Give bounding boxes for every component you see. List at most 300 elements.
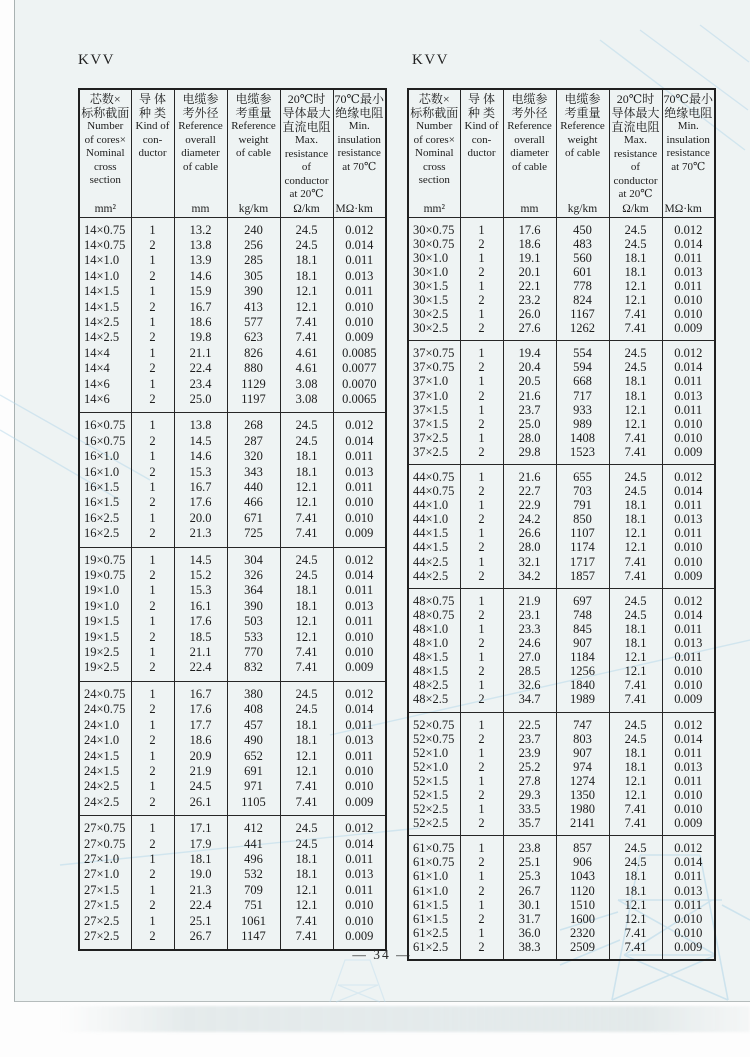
table-cell: 12.1 (280, 614, 333, 629)
table-cell: 1 (131, 377, 174, 392)
table-cell: 1 (460, 217, 503, 237)
table-cell: 26.1 (174, 795, 227, 816)
table-cell: 19×2.5 (84, 660, 120, 675)
table-cell: 0.013 (662, 760, 715, 774)
table-cell: 24.5 (280, 702, 333, 717)
table-row (79, 217, 386, 238)
table-cell: 703 (556, 484, 609, 498)
header-cell-col3 (556, 89, 609, 217)
table-cell: 1 (131, 480, 174, 495)
table-cell: 23.4 (174, 377, 227, 392)
table-cell: 0.014 (662, 484, 715, 498)
table-cell: 27×0.75 (84, 821, 126, 836)
header-line-en: Nominal (86, 147, 125, 159)
table-cell: 16×2.5 (84, 510, 120, 525)
table-cell: 0.010 (662, 417, 715, 431)
table-row (79, 883, 386, 898)
header-line-en: Reference (560, 120, 605, 132)
table-row (79, 300, 386, 315)
table-cell: 0.011 (662, 403, 715, 417)
header-line-en: of cable (511, 160, 548, 173)
table-cell: 671 (227, 511, 280, 526)
spec-group (79, 547, 386, 681)
table-cell: 0.012 (333, 547, 386, 568)
table-cell: 0.012 (662, 836, 715, 856)
table-cell: 0.010 (333, 300, 386, 315)
table-cell: 19×1.0 (84, 598, 120, 613)
table-cell: 14.5 (174, 547, 227, 568)
table-cell: 3.08 (280, 392, 333, 413)
table-cell: 27×1.5 (84, 898, 120, 913)
table-cell: 44×2.5 (413, 554, 449, 569)
header-line-zh: 电缆参 (511, 92, 548, 106)
table-cell: 12.1 (609, 293, 662, 307)
table-cell: 26.7 (503, 884, 556, 898)
table-cell: 12.1 (609, 650, 662, 664)
table-cell: 0.010 (662, 664, 715, 678)
table-row (79, 392, 386, 413)
header-line-zh: 种 类 (138, 106, 166, 120)
table-row (408, 293, 715, 307)
table-cell: 532 (227, 867, 280, 882)
header-line-zh: 电缆参 (235, 92, 272, 106)
table-cell: 0.0070 (333, 377, 386, 392)
table-row (79, 253, 386, 268)
table-cell: 15.2 (174, 568, 227, 583)
table-cell: 52×2.5 (413, 802, 449, 817)
table-cell: 24.5 (609, 836, 662, 856)
table-cell: 18.1 (609, 389, 662, 403)
table-cell: 2 (131, 702, 174, 717)
table-cell: 1 (131, 779, 174, 794)
table-cell: 14×6 (84, 391, 110, 406)
table-cell: 1 (460, 898, 503, 912)
header-line-en: Kind of (464, 120, 499, 132)
table-cell: 34.7 (503, 692, 556, 712)
table-cell: 18.1 (609, 884, 662, 898)
table-cell: 1 (131, 645, 174, 660)
table-cell: 12.1 (280, 495, 333, 510)
table-cell: 770 (227, 645, 280, 660)
table-cell: 0.014 (662, 360, 715, 374)
table-row (79, 718, 386, 733)
table-cell: 22.4 (174, 898, 227, 913)
table-cell: 668 (556, 374, 609, 388)
table-cell: 2 (460, 389, 503, 403)
table-cell: 2 (460, 360, 503, 374)
table-row (79, 837, 386, 852)
table-cell: 1350 (556, 788, 609, 802)
header-unit: mm (520, 202, 539, 215)
table-cell: 0.011 (662, 251, 715, 265)
table-cell: 304 (227, 547, 280, 568)
table-cell: 24.5 (609, 712, 662, 732)
table-row (408, 251, 715, 265)
header-line-zh: 导 体 (467, 92, 495, 106)
table-cell: 503 (227, 614, 280, 629)
table-row (408, 321, 715, 341)
table-cell: 7.41 (609, 569, 662, 589)
table-cell: 0.011 (333, 852, 386, 867)
table-cell: 2 (131, 733, 174, 748)
table-cell: 256 (227, 238, 280, 253)
table-cell: 2 (131, 495, 174, 510)
table-cell: 0.012 (333, 681, 386, 702)
header-line-en: ductor (467, 147, 496, 159)
table-cell: 14×1.0 (84, 253, 120, 268)
table-cell: 0.012 (333, 413, 386, 434)
table-cell: 20.0 (174, 511, 227, 526)
table-cell: 2 (460, 816, 503, 836)
table-row (408, 403, 715, 417)
table-cell: 61×1.5 (413, 897, 449, 912)
header-line-en: ductor (138, 147, 167, 159)
spec-group (408, 712, 715, 836)
table-cell: 14×1.5 (84, 299, 120, 314)
table-cell: 778 (556, 279, 609, 293)
table-row (408, 774, 715, 788)
table-cell: 268 (227, 413, 280, 434)
table-cell: 7.41 (609, 678, 662, 692)
table-cell: 0.013 (333, 269, 386, 284)
header-line-en: of (630, 161, 641, 173)
table-cell: 1600 (556, 912, 609, 926)
table-cell: 52×1.5 (413, 773, 449, 788)
table-row (79, 702, 386, 717)
table-cell: 2 (460, 912, 503, 926)
table-cell: 22.5 (503, 712, 556, 732)
table-cell: 30×1.0 (413, 250, 449, 265)
header-cell-col1 (460, 89, 503, 217)
table-cell: 691 (227, 764, 280, 779)
table-cell: 21.9 (503, 588, 556, 608)
table-row (79, 660, 386, 681)
header-line-zh: 考外径 (182, 106, 219, 120)
table-cell: 0.010 (662, 540, 715, 554)
table-cell: 305 (227, 269, 280, 284)
header-cell-col3 (227, 89, 280, 217)
table-cell: 61×0.75 (413, 841, 455, 856)
table-cell: 0.014 (333, 434, 386, 449)
table-cell: 4.61 (280, 361, 333, 376)
table-cell: 0.010 (662, 802, 715, 816)
table-cell: 971 (227, 779, 280, 794)
kvv-spec-table-right (407, 88, 716, 961)
spec-group (408, 836, 715, 960)
table-row (79, 914, 386, 929)
table-cell: 20.1 (503, 265, 556, 279)
table-row (79, 733, 386, 748)
table-cell: 1510 (556, 898, 609, 912)
table-cell: 287 (227, 434, 280, 449)
header-line-zh: 芯数× (418, 92, 450, 106)
table-row (408, 912, 715, 926)
table-cell: 19×1.0 (84, 583, 120, 598)
table-cell: 16×0.75 (84, 418, 126, 433)
table-cell: 0.013 (333, 465, 386, 480)
table-cell: 18.6 (174, 315, 227, 330)
table-cell: 36.0 (503, 926, 556, 940)
table-cell: 390 (227, 284, 280, 299)
table-cell: 747 (556, 712, 609, 732)
table-cell: 7.41 (609, 802, 662, 816)
table-cell: 0.012 (662, 712, 715, 732)
table-cell: 19×0.75 (84, 568, 126, 583)
table-cell: 24.5 (280, 413, 333, 434)
table-cell: 2 (460, 540, 503, 554)
table-row (408, 431, 715, 445)
table-row (79, 749, 386, 764)
table-cell: 14.6 (174, 449, 227, 464)
table-cell: 27×1.5 (84, 882, 120, 897)
table-cell: 18.1 (280, 733, 333, 748)
table-row (408, 307, 715, 321)
table-cell: 933 (556, 403, 609, 417)
table-cell: 48×1.5 (413, 650, 449, 665)
table-cell: 0.013 (662, 884, 715, 898)
table-row (408, 692, 715, 712)
header-line-zh: 导体最大 (611, 106, 660, 120)
table-cell: 16×2.5 (84, 526, 120, 541)
table-cell: 0.010 (662, 788, 715, 802)
table-row (408, 636, 715, 650)
table-cell: 652 (227, 749, 280, 764)
table-cell: 52×0.75 (413, 717, 455, 732)
table-cell: 0.013 (333, 733, 386, 748)
table-cell: 1 (460, 498, 503, 512)
table-cell: 2 (131, 630, 174, 645)
header-line-en: con- (142, 133, 163, 146)
header-line-zh: 标称截面 (410, 106, 459, 120)
table-cell: 441 (227, 837, 280, 852)
table-cell: 26.0 (503, 307, 556, 321)
table-cell: 18.1 (609, 622, 662, 636)
table-cell: 343 (227, 465, 280, 480)
table-row (408, 588, 715, 608)
table-cell: 18.1 (609, 251, 662, 265)
table-cell: 4.61 (280, 346, 333, 361)
table-row (408, 417, 715, 431)
table-cell: 2 (131, 867, 174, 882)
table-cell: 24.5 (609, 588, 662, 608)
table-cell: 0.009 (333, 526, 386, 547)
header-unit: kg/km (238, 202, 269, 215)
table-cell: 16×1.5 (84, 480, 120, 494)
table-row (408, 926, 715, 940)
table-cell: 0.0065 (333, 392, 386, 413)
table-row (408, 217, 715, 237)
table-cell: 1 (460, 526, 503, 540)
table-cell: 18.1 (280, 599, 333, 614)
table-cell: 1989 (556, 692, 609, 712)
table-row (79, 413, 386, 434)
table-cell: 24×1.0 (84, 733, 120, 748)
header-line-en: Number (87, 120, 124, 132)
table-row (79, 816, 386, 837)
table-row (408, 465, 715, 485)
table-cell: 0.010 (333, 914, 386, 929)
table-cell: 2 (460, 321, 503, 341)
table-row (408, 650, 715, 664)
table-cell: 1274 (556, 774, 609, 788)
table-cell: 12.1 (280, 480, 333, 495)
table-cell: 14×0.75 (84, 222, 126, 237)
table-cell: 1 (460, 431, 503, 445)
table-cell: 320 (227, 449, 280, 464)
table-cell: 0.012 (662, 217, 715, 237)
header-line-en: at 70℃ (342, 160, 377, 173)
table-row (408, 265, 715, 279)
header-line-en: insulation (337, 133, 381, 146)
header-line-en: Reference (231, 120, 276, 132)
header-line-en: resistance (613, 147, 658, 160)
table-cell: 2 (460, 636, 503, 650)
table-cell: 413 (227, 300, 280, 315)
table-cell: 27.0 (503, 650, 556, 664)
table-cell: 7.41 (280, 526, 333, 547)
table-cell: 52×1.5 (413, 787, 449, 802)
header-line-en: section (418, 174, 450, 186)
header-cell-col4 (609, 89, 662, 217)
table-cell: 17.6 (174, 702, 227, 717)
table-cell: 14×4 (84, 345, 110, 360)
table-cell: 0.013 (662, 636, 715, 650)
table-cell: 2 (460, 608, 503, 622)
table-cell: 0.010 (333, 315, 386, 330)
header-cell-col0 (408, 89, 460, 217)
table-cell: 17.6 (174, 614, 227, 629)
table-cell: 0.011 (662, 526, 715, 540)
table-cell: 450 (556, 217, 609, 237)
table-cell: 1 (131, 284, 174, 299)
header-line-zh: 考重量 (564, 106, 601, 120)
table-cell: 7.41 (280, 645, 333, 660)
table-row (79, 583, 386, 598)
table-cell: 18.1 (280, 465, 333, 480)
table-cell: 12.1 (609, 403, 662, 417)
table-cell: 14×2.5 (84, 330, 120, 345)
header-line-zh: 70℃最小 (663, 92, 713, 106)
table-cell: 0.011 (333, 480, 386, 495)
header-line-zh: 标称截面 (81, 106, 130, 120)
table-cell: 24.5 (280, 681, 333, 702)
table-cell: 61×2.5 (413, 939, 449, 954)
table-row (79, 495, 386, 510)
table-cell: 0.010 (662, 678, 715, 692)
table-row (79, 269, 386, 284)
table-cell: 48×0.75 (413, 607, 455, 622)
table-cell: 1197 (227, 392, 280, 413)
table-cell: 14.5 (174, 434, 227, 449)
table-cell: 7.41 (609, 926, 662, 940)
table-cell: 0.011 (662, 746, 715, 760)
table-cell: 24.5 (280, 217, 333, 238)
header-line-en: resistance (666, 147, 710, 159)
table-cell: 12.1 (609, 774, 662, 788)
table-cell: 2 (131, 837, 174, 852)
page-number: — 34 — (352, 947, 412, 962)
table-row (408, 445, 715, 465)
table-cell: 1 (131, 253, 174, 268)
table-cell: 832 (227, 660, 280, 681)
table-cell: 21.3 (174, 883, 227, 898)
table-cell: 18.1 (609, 498, 662, 512)
table-cell: 0.011 (333, 583, 386, 598)
table-cell: 1129 (227, 377, 280, 392)
table-cell: 0.011 (662, 650, 715, 664)
header-line-en: Reference (507, 120, 552, 132)
table-row (79, 511, 386, 526)
table-cell: 48×0.75 (413, 593, 455, 608)
table-cell: 24×0.75 (84, 686, 126, 701)
kvv-spec-table-left (78, 88, 387, 951)
table-header (408, 89, 715, 217)
table-cell: 14.6 (174, 269, 227, 284)
table-cell: 0.011 (333, 284, 386, 299)
table-cell: 7.41 (609, 445, 662, 465)
table-cell: 0.009 (662, 445, 715, 465)
table-cell: 0.011 (662, 898, 715, 912)
table-row (79, 795, 386, 816)
table-row (408, 802, 715, 816)
table-cell: 19×1.5 (84, 629, 120, 644)
table-cell: 2 (131, 660, 174, 681)
table-cell: 7.41 (280, 511, 333, 526)
table-cell: 1120 (556, 884, 609, 898)
table-cell: 1256 (556, 664, 609, 678)
table-row (408, 898, 715, 912)
table-cell: 2 (131, 361, 174, 376)
table-cell: 1 (460, 802, 503, 816)
table-cell: 824 (556, 293, 609, 307)
header-line-en: conductor (284, 174, 329, 187)
table-row (79, 614, 386, 629)
table-cell: 560 (556, 251, 609, 265)
header-line-zh: 考重量 (235, 106, 272, 120)
table-cell: 24.5 (609, 855, 662, 869)
table-cell: 0.011 (333, 749, 386, 764)
table-row (79, 238, 386, 253)
table-cell: 12.1 (609, 664, 662, 678)
table-cell: 0.014 (662, 732, 715, 746)
table-cell: 14×0.75 (84, 237, 126, 252)
header-unit: MΩ·km (335, 202, 373, 215)
table-row (79, 547, 386, 568)
table-cell: 457 (227, 718, 280, 733)
table-cell: 15.9 (174, 284, 227, 299)
table-cell: 16.1 (174, 599, 227, 614)
table-cell: 0.009 (662, 569, 715, 589)
table-cell: 2 (460, 760, 503, 774)
header-line-en: of cable (182, 160, 219, 173)
table-cell: 15.3 (174, 465, 227, 480)
table-cell: 1 (131, 681, 174, 702)
table-cell: 12.1 (280, 898, 333, 913)
table-cell: 0.010 (662, 912, 715, 926)
table-cell: 25.1 (503, 855, 556, 869)
header-unit: Ω/km (622, 202, 649, 215)
table-cell: 0.012 (333, 217, 386, 238)
header-line-zh: 种 类 (467, 106, 495, 120)
table-cell: 7.41 (609, 307, 662, 321)
table-cell: 496 (227, 852, 280, 867)
table-cell: 37×2.5 (413, 444, 449, 459)
table-cell: 1523 (556, 445, 609, 465)
header-line-zh: 绝缘电阻 (335, 106, 384, 120)
table-cell: 18.1 (609, 512, 662, 526)
table-cell: 48×2.5 (413, 692, 449, 707)
table-row (408, 664, 715, 678)
